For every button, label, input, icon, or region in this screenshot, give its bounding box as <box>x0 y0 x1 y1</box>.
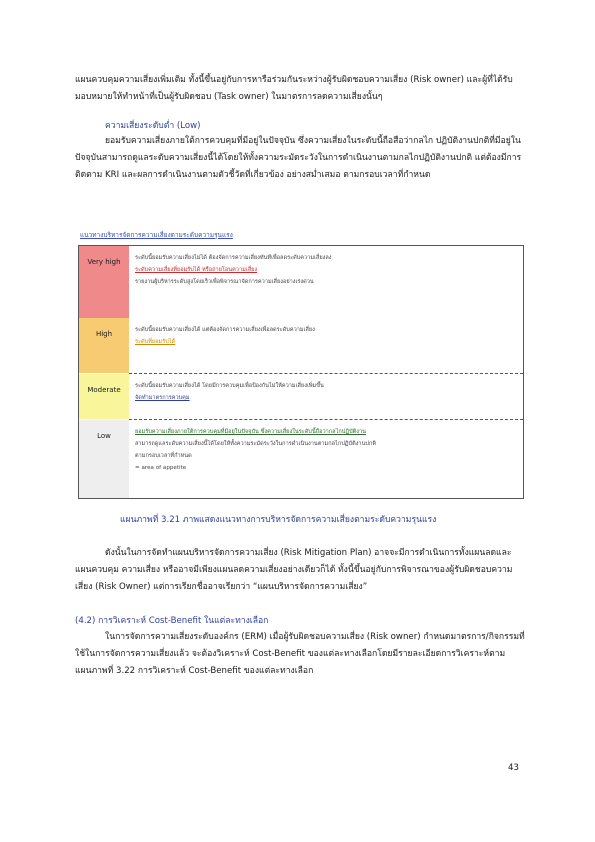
heading-low-risk: ความเสี่ยงระดับต่ำ (Low) <box>105 121 201 131</box>
row-high <box>79 318 523 373</box>
row-low <box>79 420 523 498</box>
heading-cost-benefit: (4.2) การวิเคราะห์ Cost-Benefit ในแต่ละทางเลือก <box>75 616 269 626</box>
level-moderate: Moderate <box>79 374 129 419</box>
desc-line: ตามกรอบเวลาที่กำหนด <box>135 453 192 459</box>
desc-line: ยอมรับความเสี่ยงภายใต้การควบคุมที่มีอยู่ในปัจจุบัน ซึ่งความเสี่ยงในระดับนี้ถือว่ากลไกปฏิบัติงาน <box>135 429 366 435</box>
desc-line: ระดับความเสี่ยงที่ยอมรับได้ หรือถ่ายโอนความเสี่ยง <box>135 267 258 273</box>
row-very-high <box>79 246 523 318</box>
desc-moderate <box>135 380 517 404</box>
level-very-high: Very high <box>79 246 129 318</box>
paragraph-low-risk: ยอมรับความเสี่ยงภายใต้การควบคุมที่มีอยู่ในปัจจุบัน ซึ่งความเสี่ยงในระดับนี้ถือสือว่ากลไก ปฏิบัติงานปกติที่มีอยู่ในปัจจุบันสามารถดูแลระดับความเสี่ยงนี้ได้โดยให้ทั้งความระมัดระวังในการดำเนินงานตามกลไกปฏิบัติงานปกติ แต่ต้องมีการติดตาม KRI และผลการดำเนินงานตามตัวชี้วัดที่เกี่ยวข้อง อย่างสม่ำเสมอ ตามกรอบเวลาที่กำหนด <box>75 136 522 180</box>
paragraph-mitigation-plan: ดังนั้นในการจัดทำแผนบริหารจัดการความเสี่ยง (Risk Mitigation Plan) อาจจะมีการดำเนินการทั้งแผนลดและแผนควบคุม ความเสี่ยง หรืออาจมีเพียงแผนลดความเสี่ยงอย่างเดียวก็ได้ ทั้งนี้ขึ้นอยู่กับการพิจารณาของผู้รับผิดชอบความเสี่ยง (Risk Owner) แต่การเรียกชื่ออาจเรียกว่า “แผนบริหารจัดการความเสี่ยง” <box>75 548 513 592</box>
risk-level-table <box>78 245 524 499</box>
desc-line: รายงานผู้บริหารระดับสูงโดยเร็วเพื่อพิจารณาจัดการความเสี่ยงอย่างเร่งด่วน <box>135 279 314 285</box>
paragraph-risk-owner: แผนควบคุมความเสี่ยงเพิ่มเติม ทั้งนี้ขึ้นอยู่กับการหารือร่วมกันระหว่างผู้รับผิดชอบความเสี่ยง (Risk owner) และผู้ที่ได้รับมอบหมายให้ทำหน้าที่เป็นผู้รับผิดชอบ (Task owner) ในมาตรการลดความเสี่ยงนั้นๆ <box>75 75 513 102</box>
row-moderate <box>79 374 523 419</box>
desc-line: ระดับนี้ยอมรับความเสี่ยงไม่ได้ ต้องจัดการความเสี่ยงทันทีเพื่อลดระดับความเสี่ยงลง <box>135 255 332 261</box>
level-high: High <box>79 318 129 373</box>
desc-high <box>135 324 517 348</box>
desc-line: ระดับที่ยอมรับได้ <box>135 339 176 345</box>
level-low: Low <box>79 420 129 498</box>
desc-line: = area of appetite <box>135 465 187 471</box>
paragraph-cost-benefit: ในการจัดการความเสี่ยงระดับองค์กร (ERM) เมื่อผู้รับผิดชอบความเสี่ยง (Risk owner) กำหนดมาตรการ/กิจกรรมที่ใช้ในการจัดการความเสี่ยงแล้ว จะต้องวิเคราะห์ Cost-Benefit ของแต่ละทางเลือกโดยมีรายละเอียดการวิเคราะห์ตามแผนภาพที่ 3.22 การวิเคราะห์ Cost-Benefit ของแต่ละทางเลือก <box>75 632 525 676</box>
desc-line: ระดับนี้ยอมรับความเสี่ยงได้ แต่ต้องจัดการความเสี่ยงเพื่อลดระดับความเสี่ยง <box>135 327 315 333</box>
desc-line: ระดับนี้ยอมรับความเสี่ยงได้ โดยมีการควบคุมเพื่อป้องกันไม่ให้ความเสี่ยงเพิ่มขึ้น <box>135 383 324 389</box>
desc-line: จัดทำมาตรการควบคุม <box>135 395 190 401</box>
figure-title: แนวทางบริหารจัดการความเสี่ยงตามระดับความรุนแรง <box>80 231 233 239</box>
desc-low <box>135 426 517 474</box>
figure-caption: แผนภาพที่ 3.21 ภาพแสดงแนวทางการบริหารจัดการความเสี่ยงตามระดับความรุนแรง <box>120 515 437 525</box>
desc-line: สามารถดูแลระดับความเสี่ยงนี้ได้โดยให้ทั้งความระมัดระวังในการดำเนินงานตามกลไกปฏิบัติงานปกติ <box>135 441 376 447</box>
page-number: 43 <box>508 763 519 773</box>
desc-very-high <box>135 252 517 288</box>
